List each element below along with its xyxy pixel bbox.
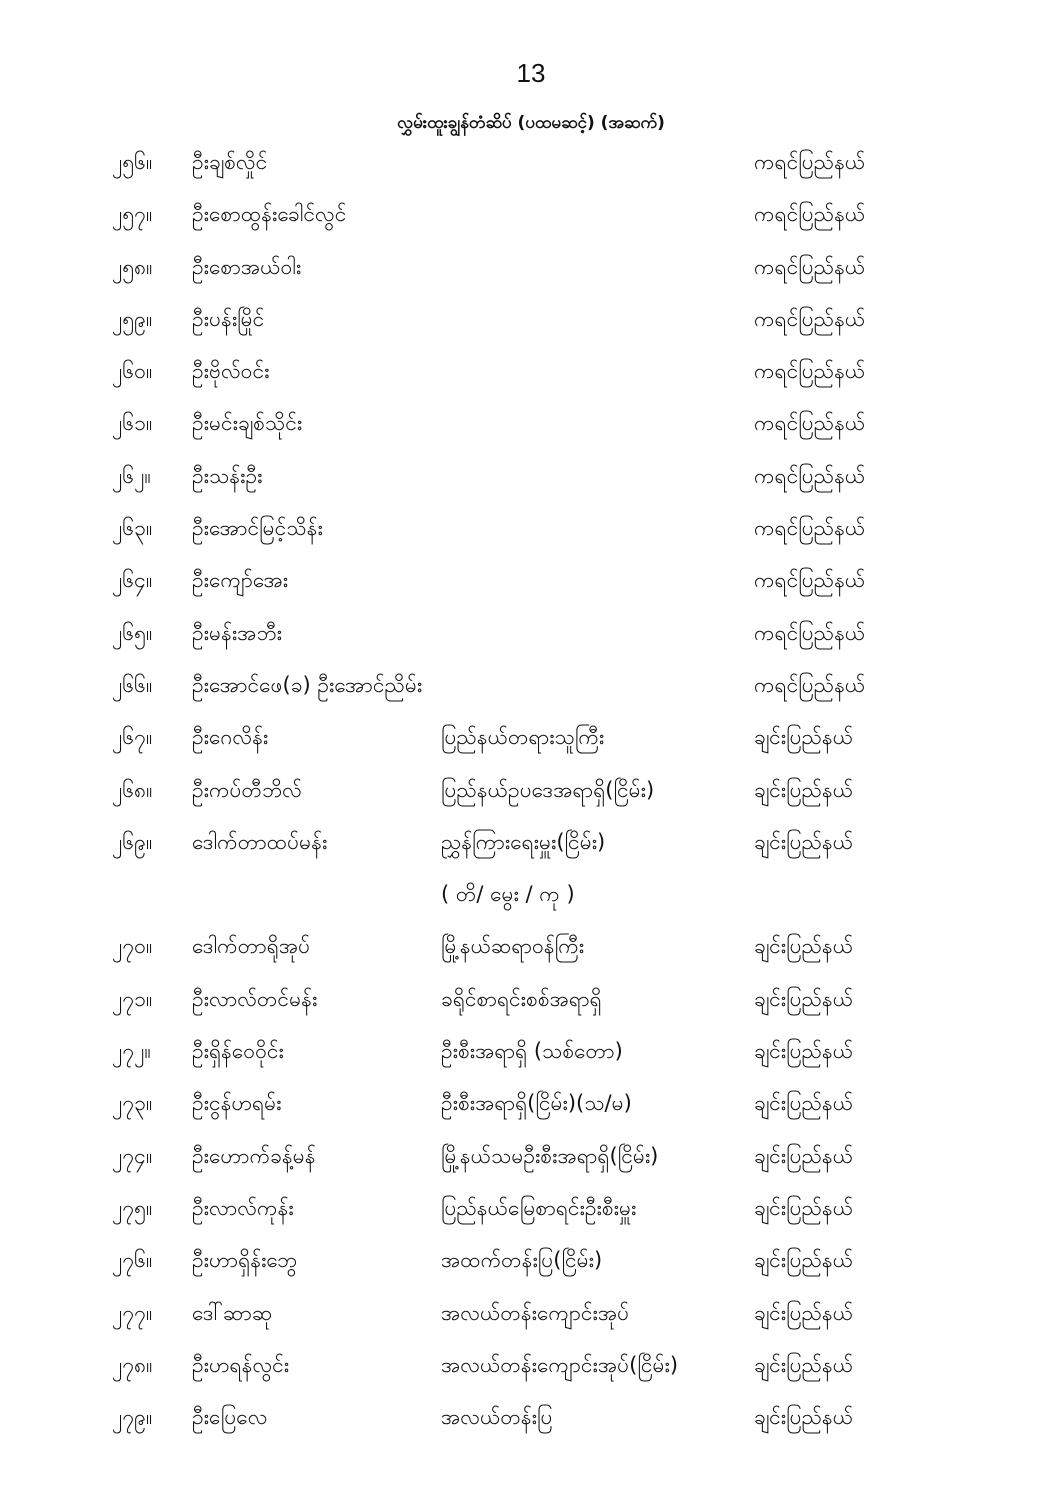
recipient-state: ချင်းပြည်နယ် xyxy=(754,1248,854,1273)
entry-number: ၂၆၃။ xyxy=(112,516,153,541)
recipient-state: ကရင်ပြည်နယ် xyxy=(754,202,866,227)
recipient-name: ဦးစောအယ်ဝါး xyxy=(192,254,302,279)
recipient-state: ကရင်ပြည်နယ် xyxy=(754,620,866,645)
list-item xyxy=(0,298,1062,350)
entry-number: ၂၇၁။ xyxy=(112,986,153,1011)
list-item xyxy=(0,1344,1062,1396)
recipient-state: ချင်းပြည်နယ် xyxy=(754,1143,854,1168)
entry-number: ၂၆၇။ xyxy=(112,725,153,750)
recipient-name: ဦးဟရန်လွင်း xyxy=(192,1352,290,1377)
list-item xyxy=(0,1082,1062,1134)
recipient-name: ဦးဗိုလ်ဝင်း xyxy=(192,359,270,384)
list-item xyxy=(0,1030,1062,1082)
entry-number: ၂၇၂။ xyxy=(112,1039,151,1064)
recipient-name: ဦးအောင်ဖေ(ခ) ဦးအောင်ညိမ်း xyxy=(192,672,423,697)
recipient-state: ချင်းပြည်နယ် xyxy=(754,1091,854,1116)
recipient-name: ဦးချစ်လှိုင် xyxy=(192,150,268,174)
list-item xyxy=(0,1239,1062,1291)
recipient-name: ဦးမန်းအဘီး xyxy=(192,620,283,645)
recipient-name: ဦးစောထွန်းခေါင်လွင် xyxy=(192,202,347,227)
list-item xyxy=(0,769,1062,821)
entry-number: ၂၇၃။ xyxy=(112,1091,153,1116)
page-number: 13 xyxy=(516,58,546,88)
recipient-name: ဦးကပ်တီဘိလ် xyxy=(192,777,302,802)
recipient-state: ကရင်ပြည်နယ် xyxy=(754,516,866,541)
entry-number: ၂၇၄။ xyxy=(112,1143,153,1168)
entry-number: ၂၇၇။ xyxy=(112,1300,153,1325)
recipient-name: ဒေါက်တာရိုအုပ် xyxy=(192,934,311,959)
list-item xyxy=(0,664,1062,716)
list-item xyxy=(0,925,1062,977)
entry-number: ၂၇၀။ xyxy=(112,934,153,959)
recipient-name: ဦးအောင်မြင့်သိန်း xyxy=(192,516,323,541)
recipient-state: ကရင်ပြည်နယ် xyxy=(754,463,866,488)
recipient-position: အလယ်တန်းကျောင်းအုပ် xyxy=(441,1300,630,1325)
recipient-position: ဦးစီးအရာရှိ(ငြိမ်း)(သ/မ) xyxy=(441,1091,632,1116)
recipient-position: ညွှန်ကြားရေးမှူး(ငြိမ်း) xyxy=(441,829,606,854)
recipient-name: ဦးလာလ်ကုန်း xyxy=(192,1195,294,1220)
list-item xyxy=(0,402,1062,454)
recipient-state: ချင်းပြည်နယ် xyxy=(754,1039,854,1064)
recipient-position: ခရိုင်စာရင်းစစ်အရာရှိ xyxy=(441,986,602,1011)
recipient-position: ဦးစီးအရာရှိ (သစ်တော) xyxy=(441,1039,623,1064)
recipient-state: ချင်းပြည်နယ် xyxy=(754,777,854,802)
entry-number: ၂၆၈။ xyxy=(112,777,153,802)
recipient-state: ချင်းပြည်နယ် xyxy=(754,1352,854,1377)
recipient-position: အလယ်တန်းကျောင်းအုပ်(ငြိမ်း) xyxy=(441,1352,679,1377)
recipient-position: ပြည်နယ်ဥပဒေအရာရှိ(ငြိမ်း) xyxy=(441,777,655,802)
recipient-state: ကရင်ပြည်နယ် xyxy=(754,150,866,174)
entry-number: ၂၅၈။ xyxy=(112,254,153,279)
recipient-state: ချင်းပြည်နယ် xyxy=(754,986,854,1011)
list-item xyxy=(0,873,1062,925)
recipient-name: ဦးမင်းချစ်သိုင်း xyxy=(192,411,303,436)
entry-number: ၂၆၄။ xyxy=(112,568,153,593)
entry-number: ၂၆၂။ xyxy=(112,463,151,488)
recipient-name: ဦးကျော်အေး xyxy=(192,568,289,593)
entry-number: ၂၆၅။ xyxy=(112,620,153,645)
recipient-name: ဦးပြေလေ xyxy=(192,1405,268,1430)
entry-number: ၂၇၉။ xyxy=(112,1405,153,1430)
entry-number: ၂၅၉။ xyxy=(112,306,153,331)
entry-number: ၂၇၅။ xyxy=(112,1195,153,1220)
page-title: လွှမ်းထူးချွန်တံဆိပ် (ပထမဆင့်) (အဆက်) xyxy=(397,113,665,133)
recipient-name: ဦးဟောက်ခန့်မန် xyxy=(192,1143,316,1168)
list-item xyxy=(0,1396,1062,1448)
recipient-state: ကရင်ပြည်နယ် xyxy=(754,306,866,331)
entry-number: ၂၆၆။ xyxy=(112,672,153,697)
list-item xyxy=(0,821,1062,873)
recipient-name: ဦးပန်းမြိုင် xyxy=(192,306,265,331)
list-item xyxy=(0,1292,1062,1344)
recipient-state: ကရင်ပြည်နယ် xyxy=(754,411,866,436)
recipient-state: ချင်းပြည်နယ် xyxy=(754,1405,854,1430)
award-list xyxy=(0,141,1062,1448)
recipient-state: ချင်းပြည်နယ် xyxy=(754,1300,854,1325)
entry-number: ၂၆၁။ xyxy=(112,411,153,436)
recipient-position: မြို့နယ်သမဦးစီးအရာရှိ(ငြိမ်း) xyxy=(441,1143,659,1168)
entry-number: ၂၆၉။ xyxy=(112,829,153,854)
entry-number: ၂၅၇။ xyxy=(112,202,153,227)
entry-number: ၂၆၀။ xyxy=(112,359,153,384)
list-item xyxy=(0,1187,1062,1239)
recipient-name: ဦးငွန်ဟရမ်း xyxy=(192,1091,282,1116)
recipient-state: ကရင်ပြည်နယ် xyxy=(754,568,866,593)
list-item xyxy=(0,978,1062,1030)
recipient-position: ပြည်နယ်မြေစာရင်းဦးစီးမှူး xyxy=(441,1195,637,1220)
recipient-position: မြို့နယ်ဆရာဝန်ကြီး xyxy=(441,934,585,959)
recipient-state: ကရင်ပြည်နယ် xyxy=(754,672,866,697)
recipient-name: ဒေါ်ဆာဆု xyxy=(192,1300,273,1325)
recipient-position: ပြည်နယ်တရားသူကြီး xyxy=(441,725,605,750)
list-item xyxy=(0,193,1062,245)
recipient-state: ကရင်ပြည်နယ် xyxy=(754,254,866,279)
entry-number: ၂၅၆။ xyxy=(112,150,153,174)
list-item xyxy=(0,141,1062,193)
list-item xyxy=(0,455,1062,507)
list-item xyxy=(0,350,1062,402)
recipient-position: အလယ်တန်းပြ xyxy=(441,1405,553,1430)
recipient-name: ဦးသန်းဦး xyxy=(192,463,263,488)
recipient-name: ဦးဟာရှိန်းဘွေ xyxy=(192,1248,298,1273)
recipient-name: ဦးဂေလိန်း xyxy=(192,725,269,750)
list-item xyxy=(0,507,1062,559)
recipient-state: ချင်းပြည်နယ် xyxy=(754,1195,854,1220)
list-item xyxy=(0,559,1062,611)
entry-number: ၂၇၆။ xyxy=(112,1248,153,1273)
recipient-position: ( တိ/ မွေး / ကု ) xyxy=(441,882,575,907)
list-item xyxy=(0,716,1062,768)
entry-number: ၂၇၈။ xyxy=(112,1352,153,1377)
list-item xyxy=(0,1135,1062,1187)
list-item xyxy=(0,612,1062,664)
recipient-state: ချင်းပြည်နယ် xyxy=(754,829,854,854)
recipient-state: ချင်းပြည်နယ် xyxy=(754,934,854,959)
recipient-name: ဦးလာလ်တင်မန်း xyxy=(192,986,318,1011)
recipient-name: ဦးရှိန်ဝေဝိုင်း xyxy=(192,1039,284,1064)
recipient-name: ဒေါက်တာထပ်မန်း xyxy=(192,829,328,854)
recipient-position: အထက်တန်းပြ(ငြိမ်း) xyxy=(441,1248,603,1273)
list-item xyxy=(0,246,1062,298)
recipient-state: ချင်းပြည်နယ် xyxy=(754,725,854,750)
recipient-state: ကရင်ပြည်နယ် xyxy=(754,359,866,384)
